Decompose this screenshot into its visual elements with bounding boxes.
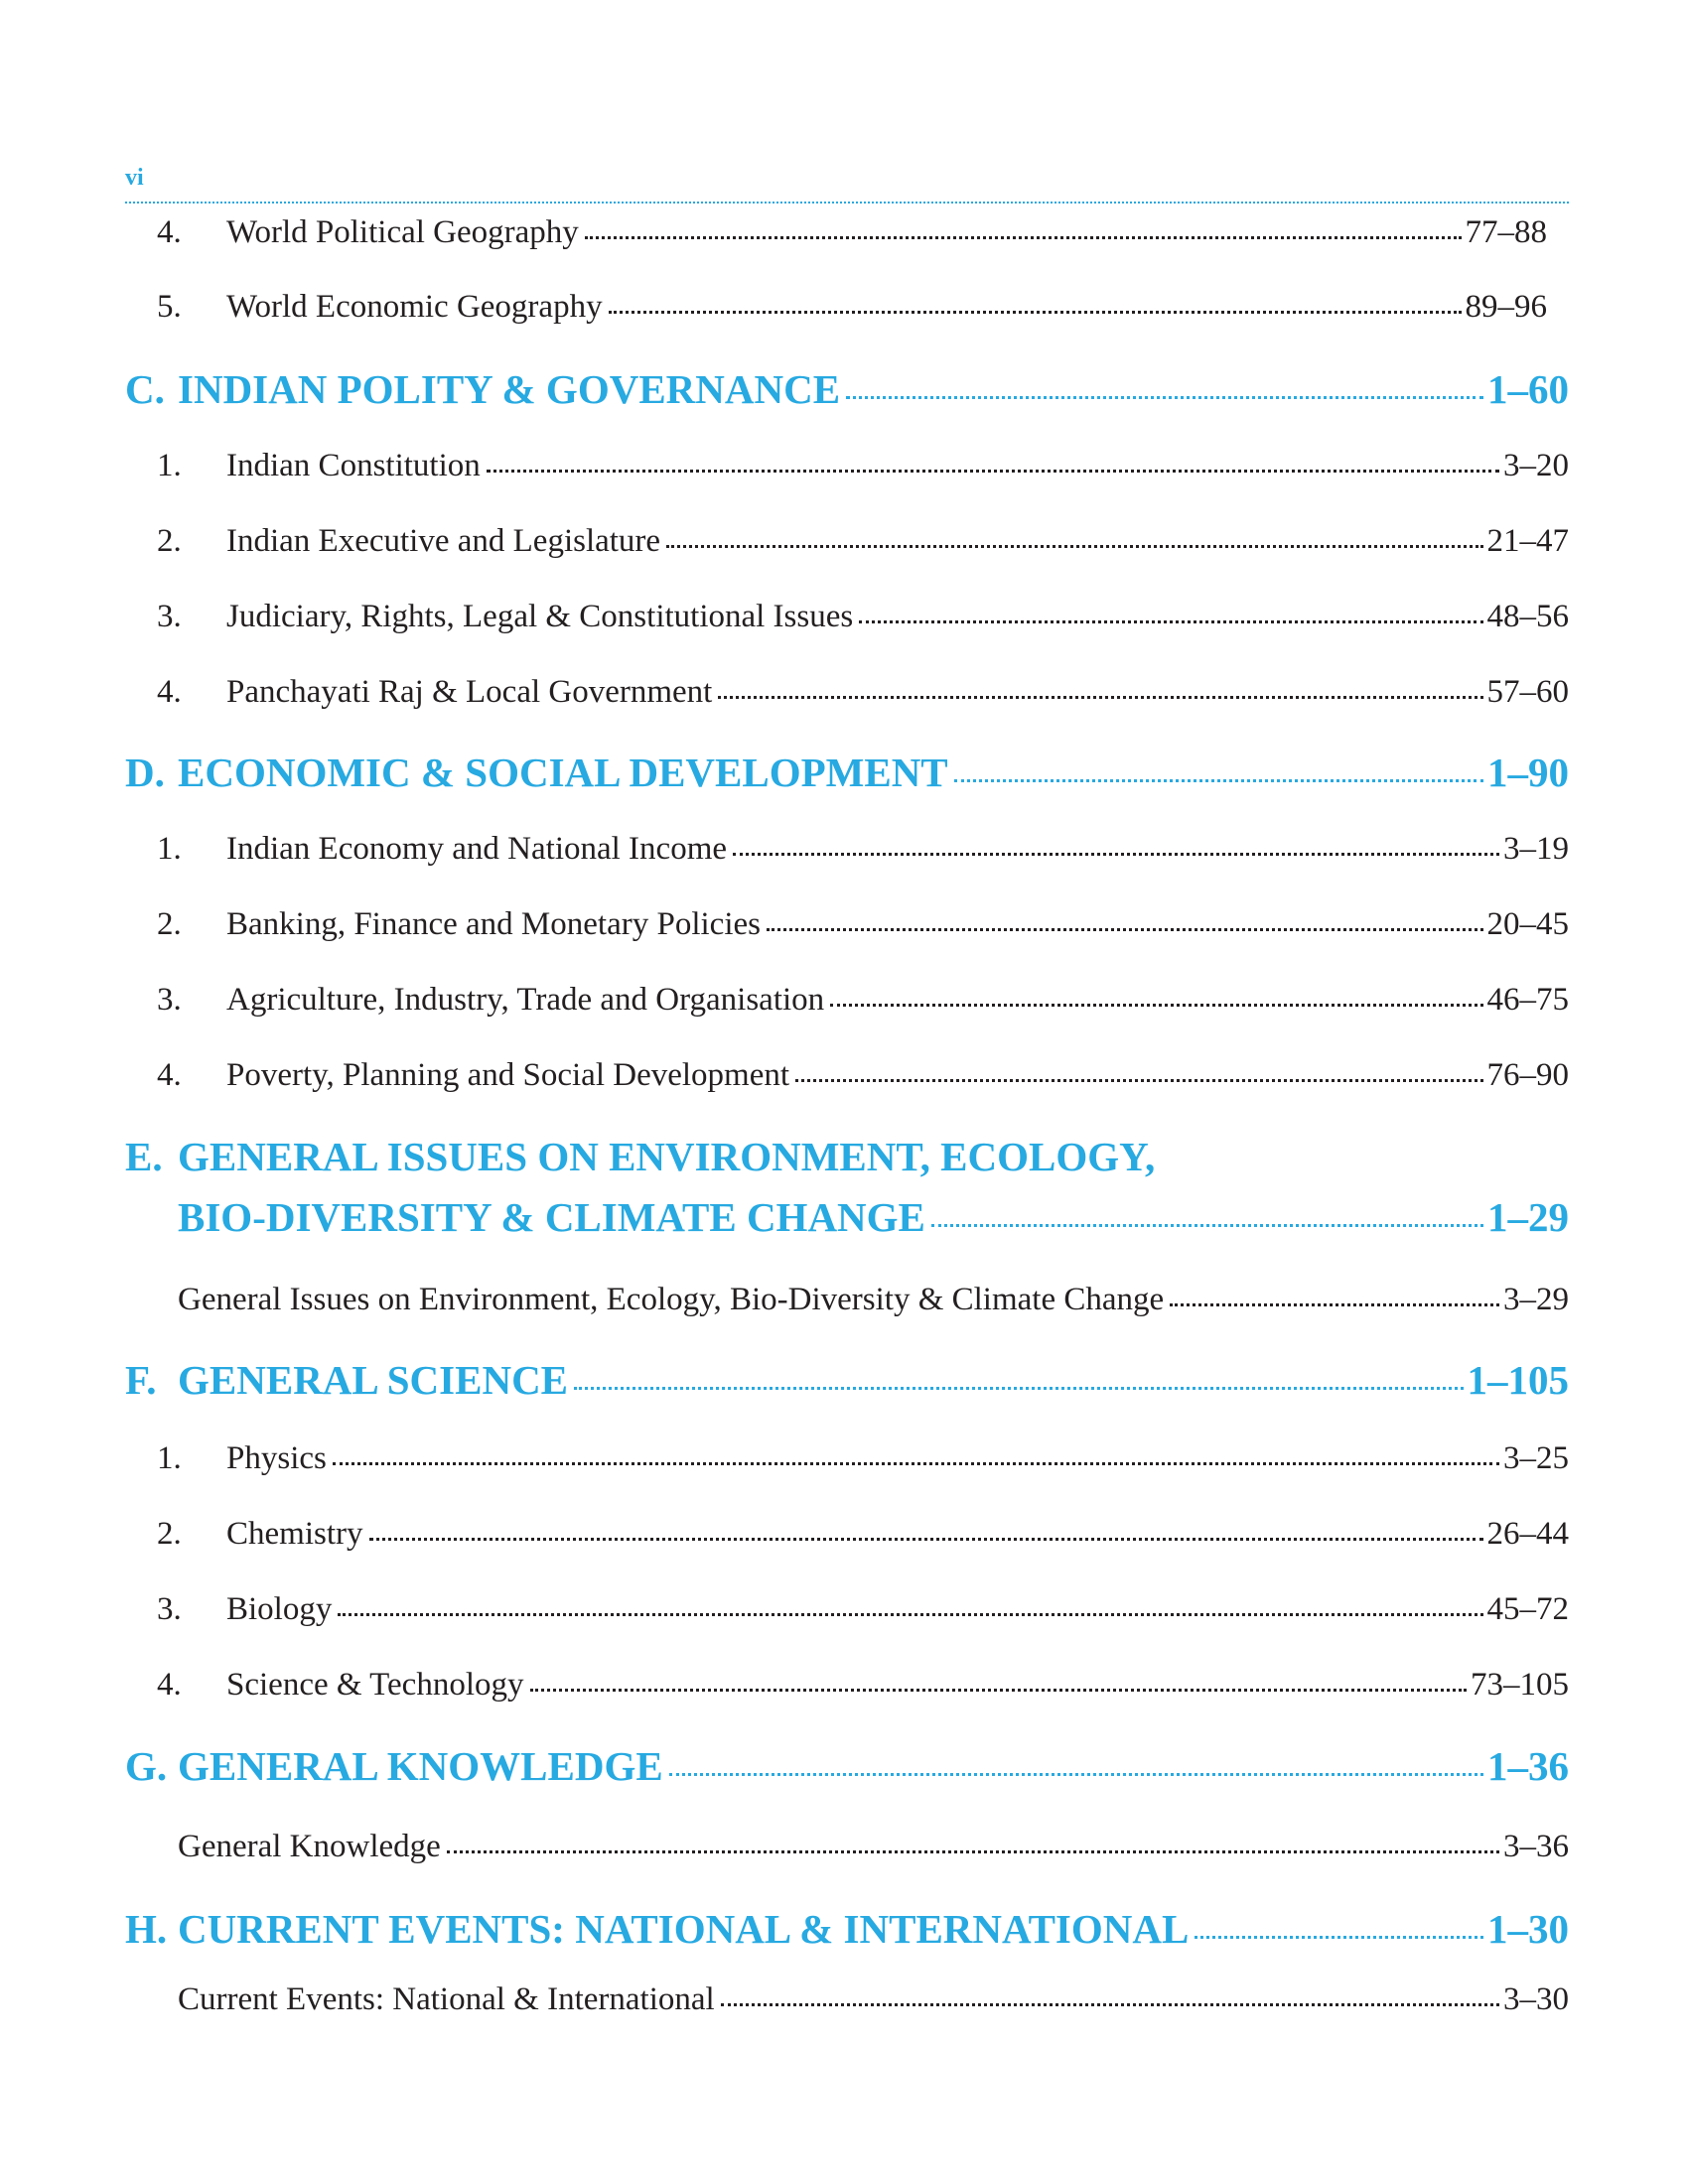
section-letter: H. bbox=[125, 1906, 168, 1952]
entry-number: 3. bbox=[157, 982, 182, 1018]
section-pages: 1–30 bbox=[1487, 1906, 1569, 1952]
toc-entry[interactable] bbox=[157, 674, 1569, 711]
entry-pages: 3–29 bbox=[1503, 1282, 1569, 1317]
toc-entry[interactable] bbox=[178, 1829, 1569, 1865]
dot-leader bbox=[767, 928, 1483, 931]
toc-entry[interactable] bbox=[157, 214, 1547, 251]
dot-leader bbox=[795, 1079, 1482, 1082]
entry-number: 1. bbox=[157, 831, 182, 867]
section-title: GENERAL KNOWLEDGE bbox=[178, 1743, 663, 1789]
section-heading-h[interactable] bbox=[125, 1905, 1569, 1953]
entry-pages: 73–105 bbox=[1471, 1667, 1569, 1703]
toc-entry[interactable] bbox=[157, 289, 1547, 326]
dot-leader bbox=[1195, 1936, 1483, 1939]
dot-leader bbox=[574, 1387, 1463, 1390]
dot-leader bbox=[609, 311, 1462, 314]
entry-pages: 48–56 bbox=[1486, 599, 1569, 634]
toc-entry[interactable] bbox=[157, 1591, 1569, 1628]
dot-leader bbox=[830, 1004, 1482, 1007]
dot-leader bbox=[530, 1689, 1468, 1692]
section-pages: 1–29 bbox=[1487, 1194, 1569, 1240]
entry-pages: 45–72 bbox=[1486, 1591, 1569, 1627]
dot-leader bbox=[718, 696, 1482, 699]
dot-leader bbox=[487, 470, 1499, 473]
entry-pages: 26–44 bbox=[1486, 1516, 1569, 1552]
toc-entry[interactable] bbox=[157, 1667, 1569, 1704]
entry-title: Indian Economy and National Income bbox=[226, 831, 728, 867]
dot-leader bbox=[666, 545, 1482, 548]
section-pages: 1–36 bbox=[1487, 1743, 1569, 1789]
toc-entry[interactable] bbox=[157, 599, 1569, 635]
entry-number: 2. bbox=[157, 906, 182, 942]
dot-leader bbox=[669, 1773, 1483, 1776]
dot-leader bbox=[338, 1613, 1482, 1616]
entry-pages: 20–45 bbox=[1486, 906, 1569, 942]
entry-pages: 46–75 bbox=[1486, 982, 1569, 1018]
section-pages: 1–105 bbox=[1467, 1357, 1569, 1403]
entry-title: Panchayati Raj & Local Government bbox=[226, 674, 713, 710]
toc-entry[interactable] bbox=[157, 448, 1569, 484]
dot-leader bbox=[333, 1462, 1499, 1465]
dot-leader bbox=[1170, 1303, 1499, 1306]
section-letter: E. bbox=[125, 1134, 163, 1179]
section-letter: D. bbox=[125, 750, 165, 795]
entry-title: Agriculture, Industry, Trade and Organisation bbox=[226, 982, 825, 1018]
toc-entry[interactable] bbox=[157, 831, 1569, 868]
entry-number: 3. bbox=[157, 599, 182, 634]
dot-leader bbox=[369, 1538, 1483, 1541]
dot-leader bbox=[954, 779, 1483, 782]
entry-pages: 77–88 bbox=[1465, 214, 1547, 250]
entry-number: 2. bbox=[157, 523, 182, 559]
entry-number: 5. bbox=[157, 289, 182, 325]
toc-entry[interactable] bbox=[157, 523, 1569, 560]
entry-number: 4. bbox=[157, 674, 182, 710]
section-heading-c[interactable] bbox=[125, 365, 1569, 413]
dot-leader bbox=[931, 1224, 1483, 1227]
toc-entry[interactable] bbox=[157, 1057, 1569, 1094]
entry-title: General Knowledge bbox=[178, 1829, 441, 1864]
section-pages: 1–90 bbox=[1487, 750, 1569, 795]
entry-number: 4. bbox=[157, 1057, 182, 1093]
dot-leader bbox=[733, 853, 1499, 856]
toc-entry[interactable] bbox=[157, 982, 1569, 1019]
section-title: GENERAL SCIENCE bbox=[178, 1357, 569, 1403]
dot-leader bbox=[846, 396, 1483, 399]
toc-entry[interactable] bbox=[157, 1516, 1569, 1553]
section-title: ECONOMIC & SOCIAL DEVELOPMENT bbox=[178, 750, 948, 795]
entry-pages: 57–60 bbox=[1486, 674, 1569, 710]
dot-leader bbox=[585, 236, 1462, 239]
entry-pages: 3–30 bbox=[1503, 1981, 1569, 2017]
entry-title: World Economic Geography bbox=[226, 289, 603, 325]
entry-title: Indian Constitution bbox=[226, 448, 481, 483]
toc-entry[interactable] bbox=[157, 1440, 1569, 1477]
entry-pages: 3–20 bbox=[1503, 448, 1569, 483]
entry-pages: 3–25 bbox=[1503, 1440, 1569, 1476]
entry-pages: 89–96 bbox=[1465, 289, 1547, 325]
section-letter: G. bbox=[125, 1743, 168, 1789]
entry-number: 1. bbox=[157, 448, 182, 483]
section-title: CURRENT EVENTS: NATIONAL & INTERNATIONAL bbox=[178, 1906, 1190, 1952]
dot-leader bbox=[721, 2003, 1499, 2006]
page-number: vi bbox=[125, 165, 144, 191]
toc-entry[interactable] bbox=[178, 1282, 1569, 1318]
entry-title: Biology bbox=[226, 1591, 333, 1627]
entry-number: 1. bbox=[157, 1440, 182, 1476]
entry-pages: 3–36 bbox=[1503, 1829, 1569, 1864]
section-letter: C. bbox=[125, 366, 165, 412]
entry-title: Chemistry bbox=[226, 1516, 363, 1552]
section-pages: 1–60 bbox=[1487, 366, 1569, 412]
entry-pages: 76–90 bbox=[1486, 1057, 1569, 1093]
section-title-line1: GENERAL ISSUES ON ENVIRONMENT, ECOLOGY, bbox=[178, 1134, 1156, 1179]
entry-pages: 21–47 bbox=[1486, 523, 1569, 559]
section-heading-e[interactable] bbox=[125, 1133, 1569, 1180]
entry-title: Indian Executive and Legislature bbox=[226, 523, 661, 559]
entry-number: 2. bbox=[157, 1516, 182, 1552]
entry-title: Physics bbox=[226, 1440, 327, 1476]
entry-number: 4. bbox=[157, 214, 182, 250]
section-letter: F. bbox=[125, 1357, 157, 1403]
dot-leader bbox=[447, 1850, 1499, 1853]
entry-number: 4. bbox=[157, 1667, 182, 1703]
entry-pages: 3–19 bbox=[1503, 831, 1569, 867]
toc-entry[interactable] bbox=[178, 1981, 1569, 2018]
section-heading-f[interactable] bbox=[125, 1356, 1569, 1404]
entry-title: Current Events: National & International bbox=[178, 1981, 715, 2017]
section-heading-d[interactable] bbox=[125, 749, 1569, 796]
section-title-line2: BIO-DIVERSITY & CLIMATE CHANGE bbox=[178, 1194, 925, 1240]
entry-title: Judiciary, Rights, Legal & Constitutional Issues bbox=[226, 599, 854, 634]
toc-entry[interactable] bbox=[157, 906, 1569, 943]
entry-title: General Issues on Environment, Ecology, Bio-Diversity & Climate Change bbox=[178, 1282, 1165, 1317]
entry-title: Science & Technology bbox=[226, 1667, 524, 1703]
section-heading-e-continued[interactable] bbox=[178, 1193, 1569, 1241]
entry-title: Banking, Finance and Monetary Policies bbox=[226, 906, 761, 942]
entry-number: 3. bbox=[157, 1591, 182, 1627]
section-title: INDIAN POLITY & GOVERNANCE bbox=[178, 366, 841, 412]
dot-leader bbox=[859, 620, 1482, 623]
entry-title: World Political Geography bbox=[226, 214, 579, 250]
section-heading-g[interactable] bbox=[125, 1742, 1569, 1790]
entry-title: Poverty, Planning and Social Development bbox=[226, 1057, 790, 1093]
